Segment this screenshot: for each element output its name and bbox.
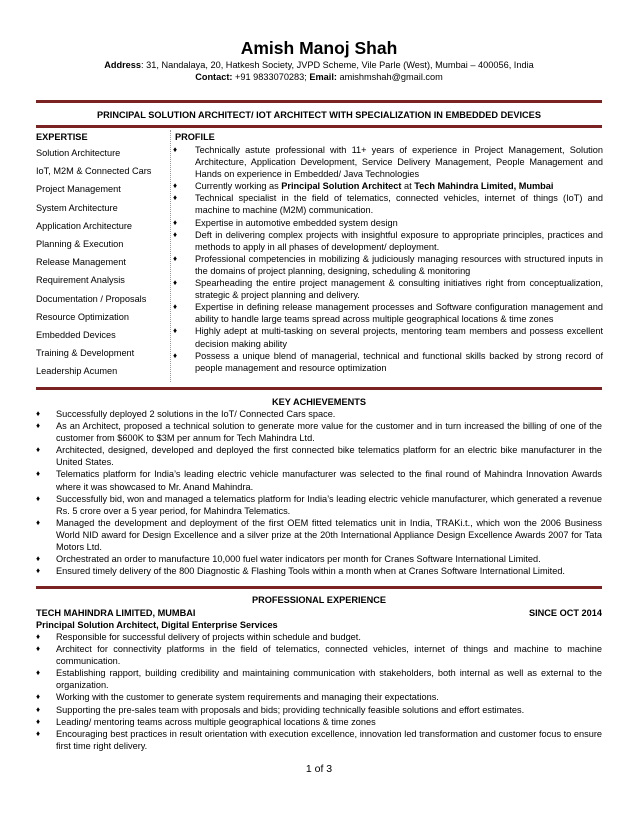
contact-line (0, 71, 638, 83)
diamond-bullet-icon: ♦ (36, 445, 41, 455)
diamond-bullet-icon: ♦ (36, 644, 41, 654)
list-item: ♦ Expertise in automotive embedded system design (173, 217, 398, 228)
diamond-bullet-icon: ♦ (36, 517, 41, 527)
list-item: ♦ Technical specialist in the field of telematics, connected vehicles, internet of things (IoT) and machine to machine (M2M) communication. (173, 193, 603, 216)
list-item: ♦ Deft in delivering complex projects with insightful exposure to appropriate principles, practices and methods to apply in all phases of development/ deployment. (173, 229, 603, 252)
section-rule (36, 586, 602, 589)
list-item: ♦ Spearheading the entire project management & consulting initiatives right from conceptualization, strategic & project planning and delivery. (173, 278, 603, 301)
expertise-item: Documentation / Proposals (36, 293, 147, 304)
expertise-item: Planning & Execution (36, 238, 124, 249)
diamond-bullet-icon: ♦ (36, 566, 41, 576)
section-rule (36, 125, 602, 128)
experience-section (36, 631, 602, 752)
diamond-bullet-icon: ♦ (36, 728, 41, 738)
address-label: Address (104, 60, 142, 70)
contact-phone: +91 9833070283; (232, 72, 310, 82)
employment-date: SINCE OCT 2014 (528, 608, 602, 618)
achievements-title: KEY ACHIEVEMENTS (272, 397, 366, 407)
diamond-bullet-icon: ♦ (36, 421, 41, 431)
diamond-bullet-icon: ♦ (36, 554, 41, 564)
diamond-bullet-icon: ♦ (173, 193, 178, 203)
diamond-bullet-icon: ♦ (173, 229, 178, 239)
expertise-item: Leadership Acumen (36, 366, 118, 377)
diamond-bullet-icon: ♦ (36, 469, 41, 479)
list-item: ♦ Orchestrated an order to manufacture 10,000 fuel water indicators per month for Cranes Software International Limited. (36, 554, 541, 565)
diamond-bullet-icon: ♦ (36, 409, 41, 418)
expertise-item: Project Management (36, 184, 121, 195)
profile-column (173, 131, 603, 374)
list-item: ♦ Establishing rapport, building credibility and maintaining communication with stakeholders, both internal as well as external to the organization. (36, 668, 602, 691)
section-rule (36, 387, 602, 390)
experience-title: PROFESSIONAL EXPERIENCE (251, 595, 387, 605)
profile-list (173, 144, 603, 374)
diamond-bullet-icon: ♦ (36, 704, 41, 714)
list-item: ♦ Successfully deployed 2 solutions in the IoT/ Connected Cars space. (36, 409, 336, 419)
expertise-item: System Architecture (36, 202, 118, 213)
contact-email[interactable]: amishmshah@gmail.com (336, 72, 443, 82)
column-divider (170, 130, 171, 382)
diamond-bullet-icon: ♦ (173, 326, 178, 336)
list-item: ♦ Possess a unique blend of managerial, technical and functional skills backed by strong record of people management and resource optimization (173, 350, 603, 373)
candidate-name: Amish Manoj Shah (240, 38, 398, 58)
address-line (0, 59, 638, 71)
employer-line (36, 607, 602, 619)
list-item: ♦ Successfully bid, won and managed a telematics platform for India’s leading electric vehicle manufacturer, which generated a revenue Rs. 5 crore over a 5 year period, for Mahindra Telematics. (36, 493, 602, 516)
list-item: ♦ Leading/ mentoring teams across multiple geographical locations & time zones (36, 716, 376, 727)
list-item: ♦ Telematics platform for India’s leading electric vehicle manufacturer was selected to the final round of Mahindra Innovation Awards where it was showcased to Mr. Anand Mahindra. (36, 469, 602, 492)
diamond-bullet-icon: ♦ (173, 302, 178, 312)
expertise-item: Training & Development (36, 348, 135, 359)
list-item: ♦ Managed the development and deployment of the first OEM fitted telematics unit in India, TRAKi.t., which won the 2006 Business World NID award for Design Excellence and a silver prize at the 20th International Appliance Design Excellence Awards 2007 for Tata Motors Ltd. (36, 517, 602, 553)
diamond-bullet-icon: ♦ (36, 668, 41, 678)
headline: PRINCIPAL SOLUTION ARCHITECT/ IOT ARCHITECT WITH SPECIALIZATION IN EMBEDDED DEVICES (97, 110, 541, 120)
achievements-section (36, 408, 602, 577)
experience-list (36, 631, 602, 752)
diamond-bullet-icon: ♦ (173, 350, 178, 360)
list-item: ♦ Expertise in defining release management processes and Software configuration management and ability to handle large teams spread across multiple geographical locations & time zones (173, 302, 603, 325)
diamond-bullet-icon: ♦ (173, 253, 178, 263)
list-item: ♦ Technically astute professional with 11+ years of experience in Project Management, Solution Architecture, Application Development, Service Delivery Management, People Management and Hands on experience in Embedded/ Java Technologies (173, 145, 603, 180)
diamond-bullet-icon: ♦ (173, 217, 178, 227)
diamond-bullet-icon: ♦ (173, 145, 178, 154)
achievements-list (36, 408, 602, 577)
list-item: ♦ Supporting the pre-sales team with proposals and bids; providing technically feasible solutions and effort estimates. (36, 704, 525, 715)
list-item: ♦ Encouraging best practices in result orientation with execution excellence, innovation led transformation and customer focus to ensure first time right delivery. (36, 728, 602, 751)
diamond-bullet-icon: ♦ (173, 278, 178, 288)
page-number: 1 of 3 (305, 763, 333, 775)
expertise-item: Embedded Devices (36, 329, 116, 340)
contact-label: Contact: (195, 72, 233, 82)
expertise-item: IoT, M2M & Connected Cars (36, 166, 152, 177)
list-item: ♦ Responsible for successful delivery of projects within schedule and budget. (36, 632, 361, 642)
job-role: Principal Solution Architect, Digital Enterprise Services (36, 620, 278, 630)
profile-title: PROFILE (175, 132, 215, 142)
expertise-item: Application Architecture (36, 220, 133, 231)
expertise-title: EXPERTISE (36, 132, 88, 142)
diamond-bullet-icon: ♦ (173, 181, 178, 191)
address-text: : 31, Nandalaya, 20, Hatkesh Society, JVPD Scheme, Vile Parle (West), Mumbai – 400056, India (141, 60, 534, 70)
list-item: ♦ Architected, designed, developed and deployed the first connected bike telematics platform for an electric bike manufacturer in the United States. (36, 445, 602, 468)
section-rule (36, 100, 602, 103)
list-item: ♦ Ensured timely delivery of the 800 Diagnostic & Flashing Tools within a month when at Cranes Software International Limited. (36, 566, 565, 577)
employer-name: TECH MAHINDRA LIMITED, MUMBAI (36, 608, 196, 618)
expertise-item: Resource Optimization (36, 311, 129, 322)
list-item: ♦ Highly adept at multi-tasking on several projects, mentoring team members and possess excellent decision making ability (173, 326, 603, 349)
expertise-column (36, 131, 166, 380)
email-label: Email: (309, 72, 337, 82)
expertise-item: Requirement Analysis (36, 275, 125, 286)
list-item: ♦ Professional competencies in mobilizing & judiciously managing resources with structured inputs in the domains of project planning, designing, scheduling & monitoring (173, 253, 603, 276)
expertise-item: Solution Architecture (36, 148, 121, 158)
diamond-bullet-icon: ♦ (36, 493, 41, 503)
diamond-bullet-icon: ♦ (36, 716, 41, 726)
list-item: ♦ Currently working as Principal Solution Architect at Tech Mahindra Limited, Mumbai (173, 181, 554, 192)
expertise-item: Release Management (36, 257, 126, 268)
diamond-bullet-icon: ♦ (36, 632, 41, 641)
list-item: ♦ Architect for connectivity platforms in the field of telematics, connected vehicles, internet of things and machine to machine communication. (36, 644, 602, 667)
diamond-bullet-icon: ♦ (36, 692, 41, 702)
list-item: ♦ Working with the customer to generate system requirements and managing their expectations. (36, 692, 439, 703)
list-item: ♦ As an Architect, proposed a technical solution to generate more value for the customer and in turn increased the billing of one of the customer from $600K to $3M per annum for Tech Mahindra Ltd. (36, 421, 602, 444)
